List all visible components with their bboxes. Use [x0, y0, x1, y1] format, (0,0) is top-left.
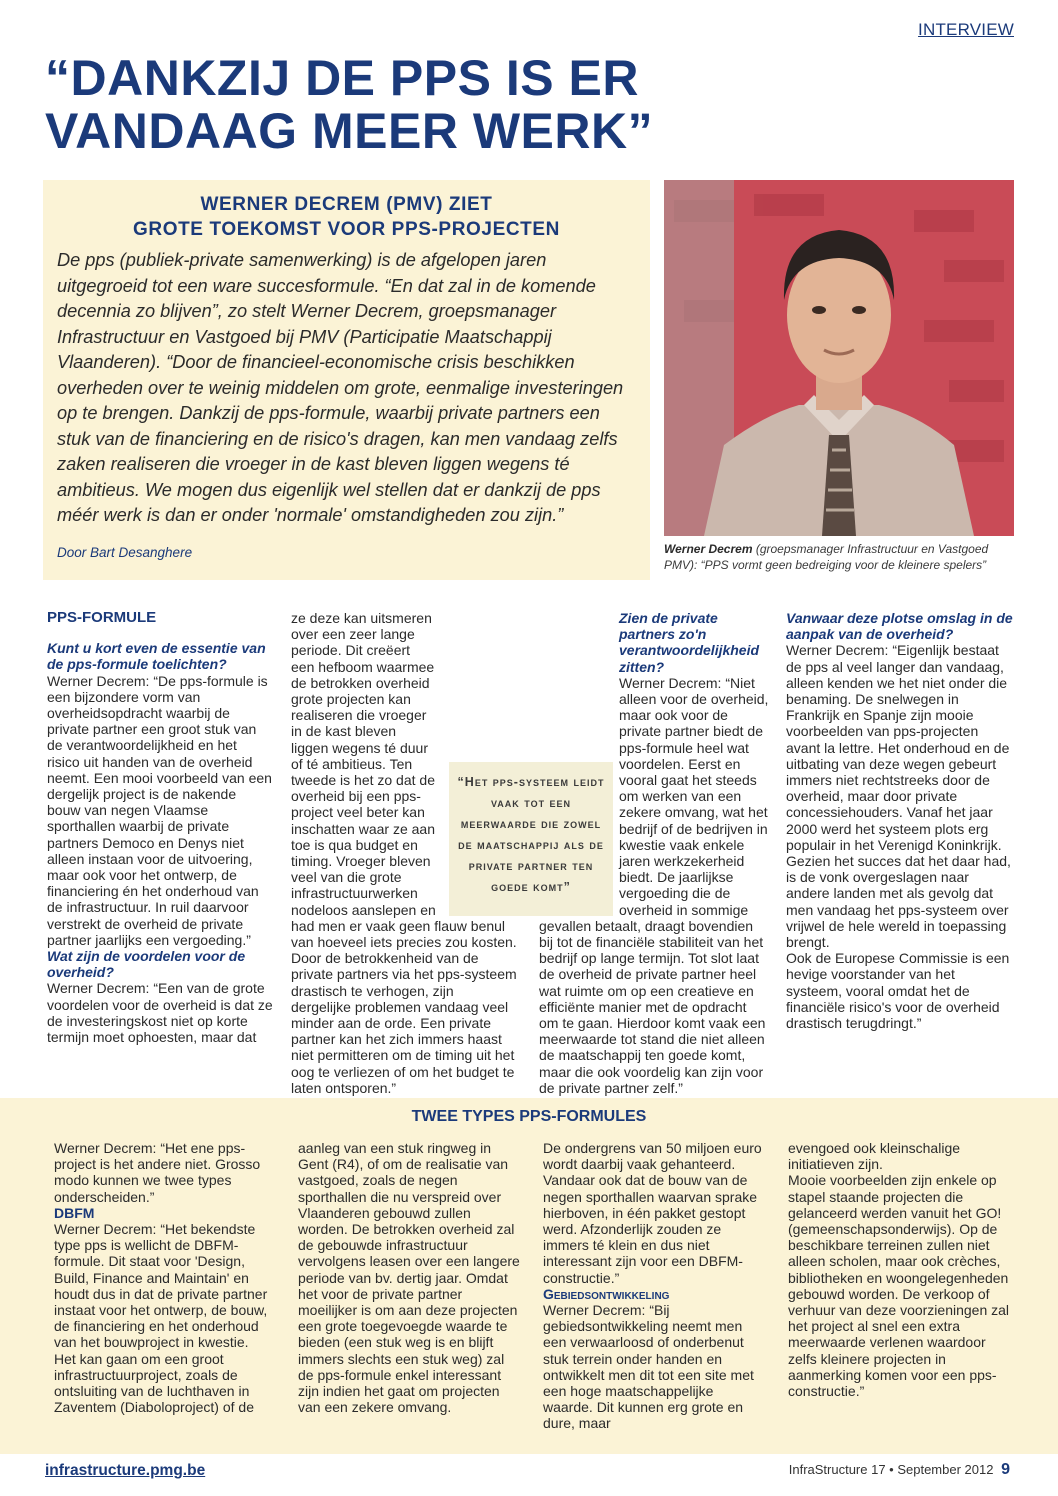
subhead-line-2: GROTE TOEKOMST VOOR PPS-PROJECTEN — [133, 219, 560, 240]
pull-quote: “Het pps-systeem leidt vaak tot een meerwaarde die zowel de maatschappij als de private partner ten goede komt” — [449, 762, 613, 916]
article-column-4 — [786, 610, 1014, 1031]
caption-text: (groepsmanager Infrastructuur en Vastgoed PMV): “PPS vormt geen bedreiging voor de kleinere spelers” — [664, 542, 989, 572]
footer-issue: InfraStructure 17 • September 2012 — [788, 1462, 994, 1477]
intro-box — [43, 180, 650, 580]
box-column-1-p1: Werner Decrem: “Het ene pps-project is het andere niet. Grosso modo kunnen we twee types onderscheiden.” — [54, 1140, 261, 1205]
page-number: 9 — [1001, 1461, 1010, 1478]
box-subheading-dbfm: DBFM — [54, 1204, 95, 1221]
footer-url-link[interactable]: infrastructure.pmg.be — [45, 1462, 206, 1479]
sidebar-box-twee-types — [0, 1098, 1058, 1454]
photo-caption — [664, 541, 1024, 573]
box-column-4-p2: Mooie voorbeelden zijn enkele op stapel staande projecten die gelanceerd werden vanuit het GO! (gemeenschapsonderwijs). Op de beschikbare terreinen zullen niet alleen scholen, maar ook crèches, bibliotheken en woongelegenheden gebouwd worden. De verkoop of verhuur van deze voorzieningen zal het project al snel een extra meerwaarde verlenen waardoor zelfs kleinere projecten in aanmerking komen voor een pps-constructie.” — [788, 1172, 1010, 1400]
box-column-2 — [298, 1140, 520, 1415]
headline — [45, 52, 685, 158]
question-1: Kunt u kort even de essentie van de pps-formule toelichten? — [47, 640, 266, 673]
question-3: Zien de private partners zo'n verantwoordelijkheid zitten? — [619, 610, 760, 675]
section-heading-pps-formule: PPS-FORMULE — [47, 609, 157, 626]
portrait-photo — [664, 180, 1014, 536]
subhead-line-1: WERNER DECREM (PMV) ZIET — [200, 194, 493, 215]
column-2-text: ze deze kan uitsmeren over een zeer lange periode. Dit creëert een hefboom waarmee de betrokken overheid grote projecten kan realiseren die vroeger in de kast bleven liggen wegens té duur of té ambitieus. Ten tweede is het zo dat de overheid bij een pps-project veel beter kan inschatten waar ze aan toe is qua budget en timing. Vroeger bleven veel van die grote infrastructuurwerken nodeloos aanslepen en had men er vaak geen flauw benul van hoeveel iets precies zou kosten. Door de betrokkenheid van de private partners via het pps-systeem drastisch te verhogen, zijn dergelijke problemen vandaag veel minder aan de orde. Een private partner kan het zich immers haast niet permitteren om de timing uit het oog te verliezen of om het budget te laten ontsporen.” — [291, 610, 517, 1096]
box-column-3-p2: Werner Decrem: “Bij gebiedsontwikkeling neemt men een verwaarloosd of onderbenut stuk terrein onder handen en ontwikkelt men dit tot een site met een hoge maatschappelijke waarde. Dit kunnen erg grote en dure, maar — [543, 1302, 754, 1432]
article-column-1 — [47, 610, 273, 1045]
box-column-4 — [788, 1140, 1010, 1399]
box-column-2-p1: aanleg van een stuk ringweg in Gent (R4), of om de realisatie van vastgoed, zoals de negen sporthallen die nu verspreid over Vlaanderen gebouwd zullen worden. De betrokken overheid zal de gebouwde infrastructuur vervolgens leasen over een langere periode van bv. dertig jaar. Omdat het voor de private partner moeilijker is om aan deze projecten een grote toegevoegde waarde te bieden (een stuk weg is en blijft immers slechts een stuk weg) zal de pps-formule enkel interessant zijn indien het gaat om projecten van een zekere omvang. — [298, 1140, 520, 1416]
sidebar-box-title: TWEE TYPES PPS-FORMULES — [411, 1108, 647, 1125]
answer-1: Werner Decrem: “De pps-formule is een bijzondere vorm van overheidsopdracht waarbij de private partner een groot stuk van de verantwoordelijkheid en het risico uit handen van de overheid neemt. Een mooi voorbeeld van een dergelijk project is de nakende bouw van negen Vlaamse sporthallen waarbij de private partners Democo en Denys niet alleen instaan voor de uitvoering, maar ook voor het ontwerp, de financiering én het onderhoud van de infrastructuur. In ruil daarvoor verstrekt de overheid de private partner jaarlijks een vergoeding.” — [47, 672, 272, 948]
question-2: Wat zijn de voordelen voor de overheid? — [47, 948, 246, 981]
section-tag: INTERVIEW — [918, 20, 1014, 39]
lead-paragraph: De pps (publiek-private samenwerking) is de afgelopen jaren uitgegroeid tot een ware succesformule. “En dat zal in de komende decennia zo blijven”, zo stelt Werner Decrem, groepsmanager Infrastructuur en Vastgoed bij PMV (Participatie Maatschappij Vlaanderen). “Door de financieel-economische crisis beschikken overheden over te weinig middelen om grote, eenmalige investeringen op te brengen. Dankzij de pps-formule, waarbij private partners een stuk van de financiering en de risico's dragen, kan men vandaag zelfs zaken realiseren die vroeger in de kast bleven liggen wegens té ambitieus. We mogen dus eigenlijk wel stellen dat er dankzij de pps méér werk is dan er onder 'normale' omstandigheden zou zijn.” — [57, 250, 624, 525]
headline-line-1: “DANKZIJ DE PPS IS ER — [45, 50, 639, 106]
headline-line-2: VANDAAG MEER WERK” — [45, 103, 654, 159]
question-4: Vanwaar deze plotse omslag in de aanpak van de overheid? — [786, 610, 1013, 643]
box-column-1 — [54, 1140, 274, 1415]
subhead — [57, 192, 636, 242]
box-column-3-p1: De ondergrens van 50 miljoen euro wordt daarbij vaak gehanteerd. Vandaar ook dat de bouw van de negen sporthallen waarvan sprake hierboven, in één pakket gestopt werd. Afzonderlijk zouden ze immers té klein en dus niet interessant zijn voor een DBFM-constructie.” — [543, 1140, 762, 1286]
box-subheading-gebiedsontwikkeling: Gebiedsontwikkeling — [543, 1285, 670, 1302]
byline: Door Bart Desanghere — [57, 544, 193, 560]
box-column-3 — [543, 1140, 765, 1432]
answer-4-part-3: Ook de Europese Commissie is een hevige voorstander van het systeem, vooral omdat het de financiële risico's voor de overheid drastisch terugdringt.” — [786, 950, 1010, 1032]
box-column-1-p2: Werner Decrem: “Het bekendste type pps is wellicht de DBFM-formule. Dit staat voor 'Design, Build, Finance and Maintain' en houdt dus in dat de private partner instaat voor het ontwerp, de bouw, de financiering en het onderhoud van het bouwproject in kwestie. Het kan gaan om een groot infrastructuurproject, zoals de ontsluiting van de luchthaven in Zaventem (Diaboloproject) of de — [54, 1221, 268, 1416]
answer-3: Werner Decrem: “Niet alleen voor de overheid, maar ook voor de private partner biedt de pps-formule heel wat voordelen. Eerst en vooral gaat het steeds om werken van een zekere omvang, wat het bedrijf of de bedrijven in kwestie vaak enkele jaren werkzekerheid biedt. De jaarlijkse vergoeding die de overheid in sommige gevallen betaalt, draagt bovendien bij tot de financiële stabiliteit van het bedrijf op lange termijn. Tot slot laat de overheid de private partner heel wat ruimte om op een creatieve en efficiënte manier met de opdracht om te gaan. Hierdoor komt vaak een meerwaarde tot stand die niet alleen de maatschappij ten goede komt, maar die ook voordelig kan zijn voor de private partner zelf.” — [539, 674, 769, 1096]
portrait-illustration — [664, 180, 1014, 536]
answer-4-part-2: Gezien het succes dat het daar had, is de vonk overgeslagen naar andere landen met als gevolg dat men vandaag het pps-systeem over vrijwel de hele wereld in toepassing brengt. — [786, 853, 1011, 951]
answer-2: Werner Decrem: “Een van de grote voordelen voor de overheid is dat ze de investeringskost niet op korte termijn moet ophoesten, maar dat — [47, 980, 273, 1046]
box-column-4-p1: evengoed ook kleinschalige initiatieven zijn. — [788, 1140, 961, 1173]
answer-4-part-1: Werner Decrem: “Eigenlijk bestaat de pps al veel langer dan vandaag, alleen kenden we het niet onder die benaming. De snelwegen in Frankrijk en Spanje zijn mooie voorbeelden van pps-projecten avant la lettre. Het onderhoud en de uitbating van deze wegen gebeurt immers niet rechtstreeks door de overheid, maar door private concessiehouders. Vanaf het jaar 2000 werd het systeem plots erg populair in het Verenigd Koninkrijk. — [786, 642, 1010, 853]
caption-name: Werner Decrem — [664, 542, 753, 556]
footer-info — [789, 1461, 1010, 1479]
